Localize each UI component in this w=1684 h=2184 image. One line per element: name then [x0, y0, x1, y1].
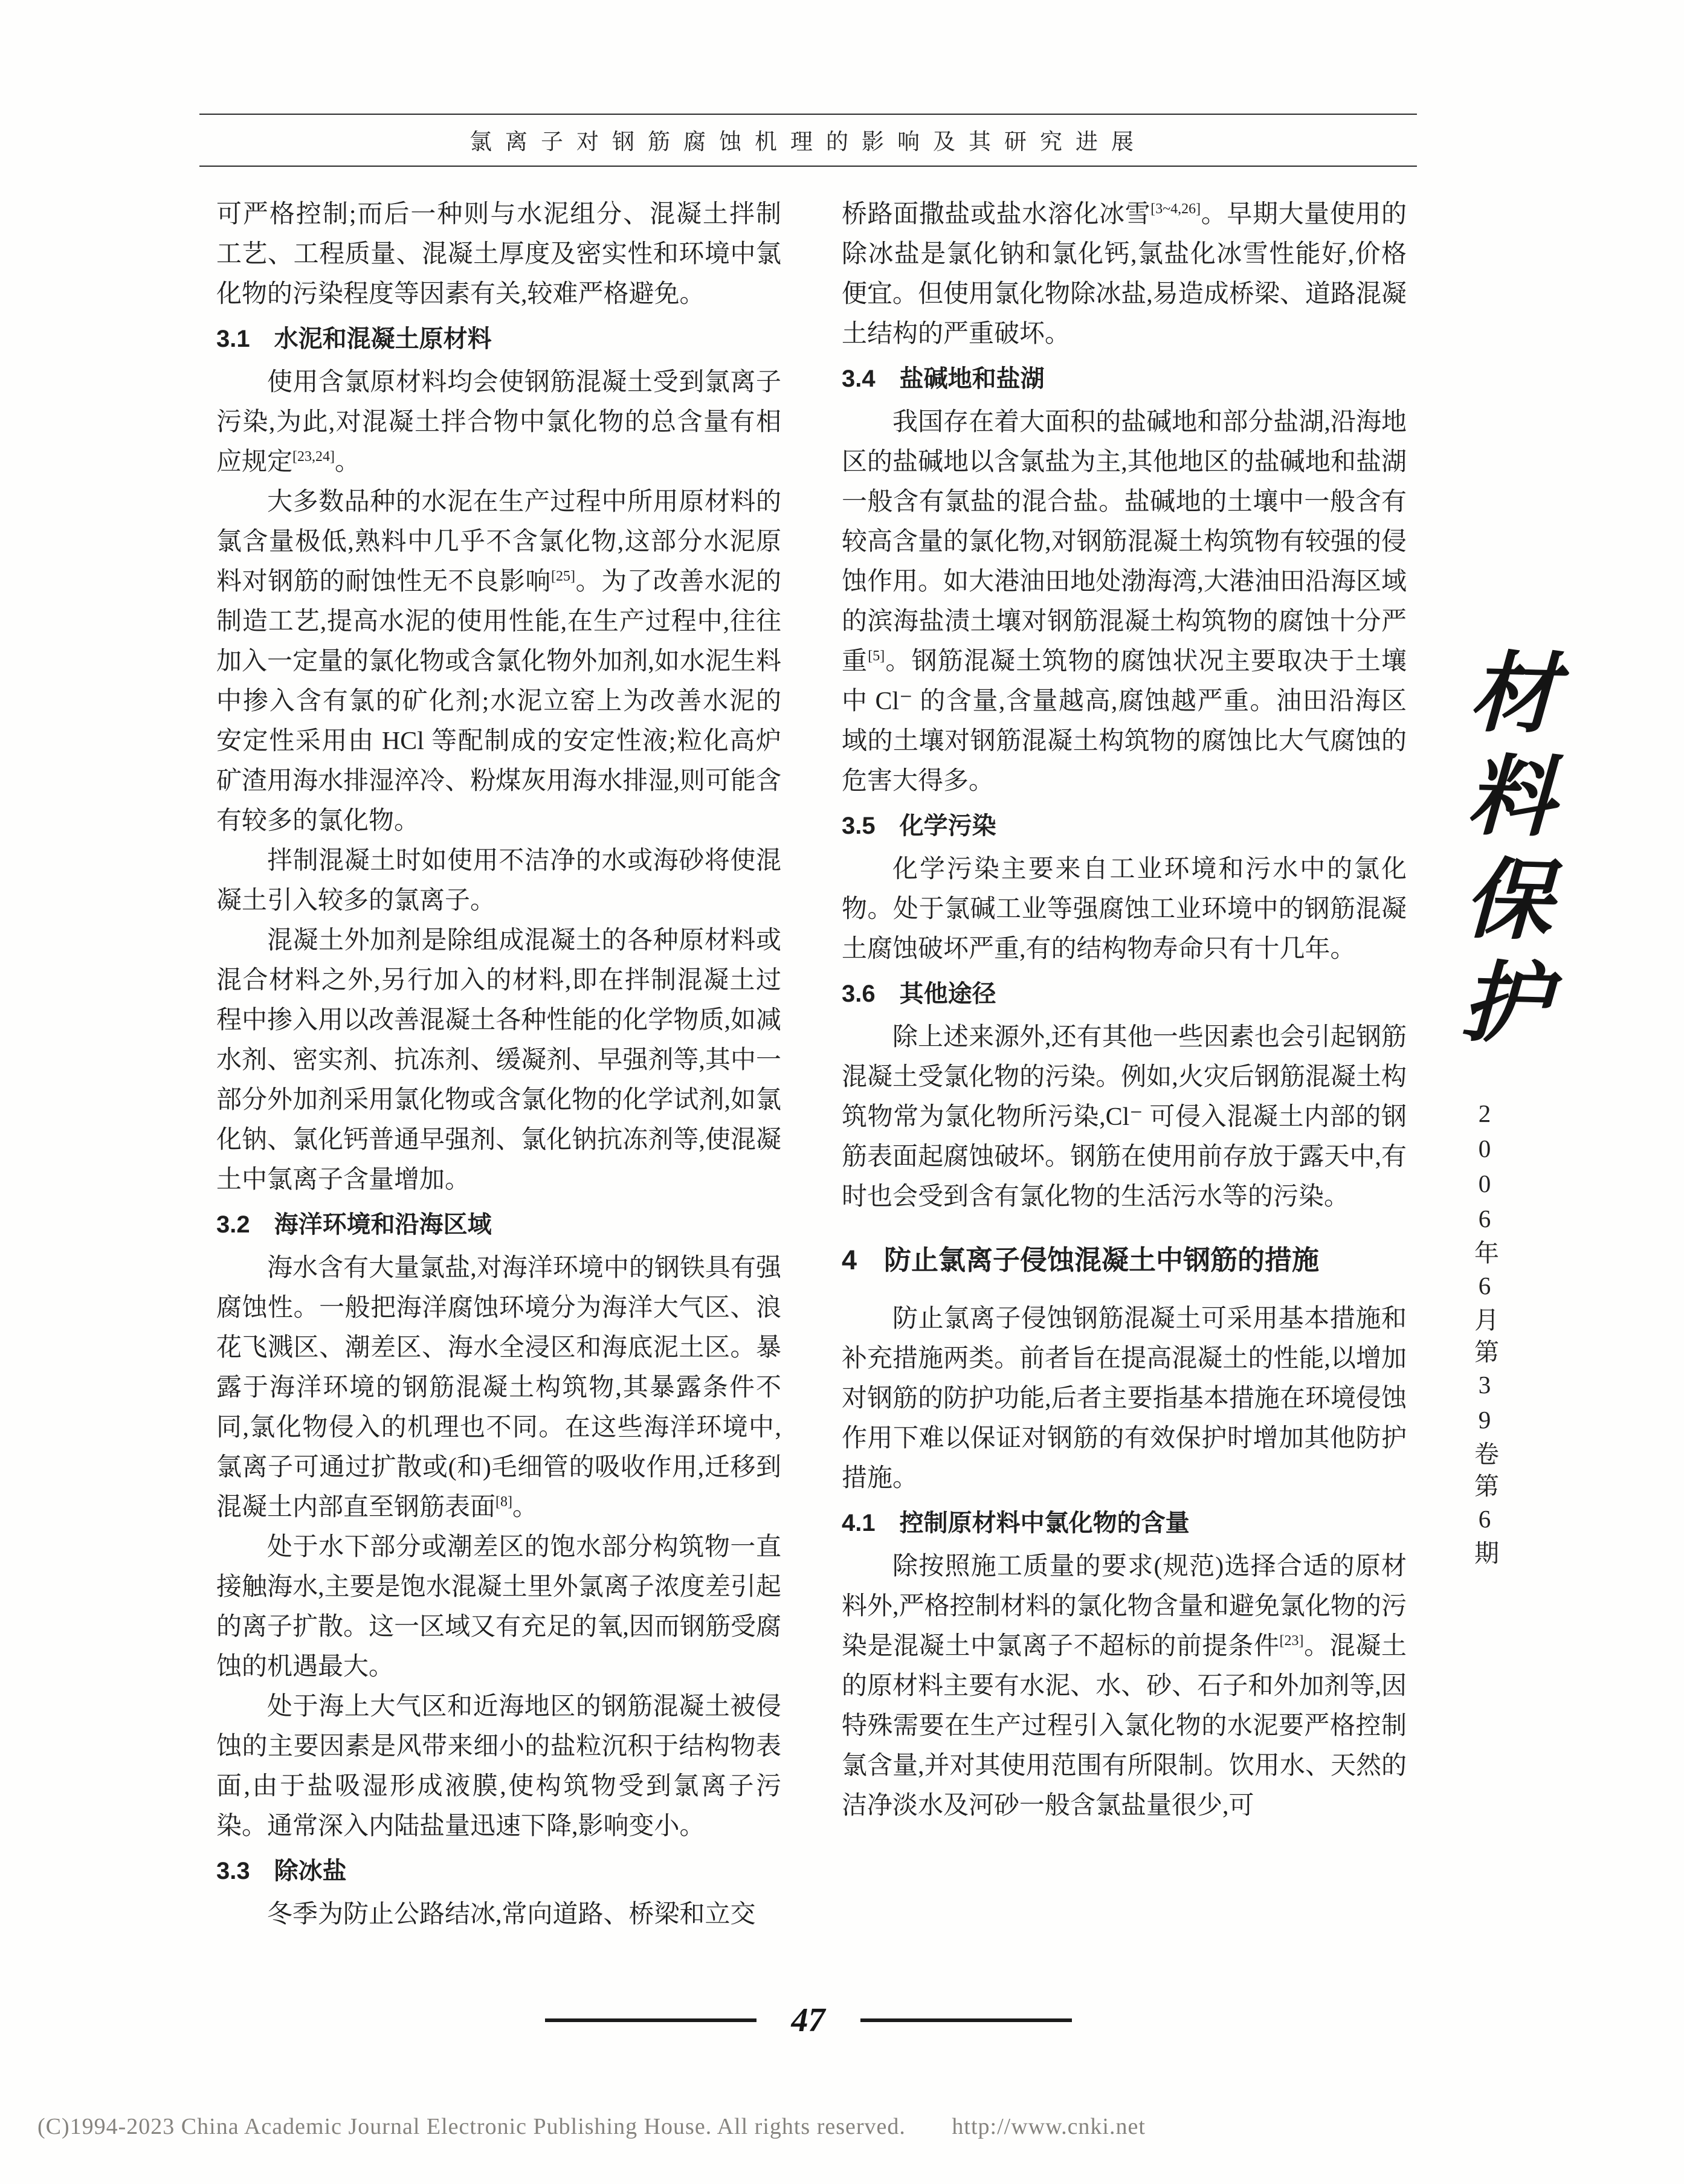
header-rule-bottom — [199, 166, 1417, 167]
section-heading: 3.5 化学污染 — [842, 813, 996, 839]
paragraph: 拌制混凝土时如使用不洁净的水或海砂将使混凝土引入较多的氯离子。 — [216, 847, 781, 915]
paragraph: 海水含有大量氯盐,对海洋环境中的钢铁具有强腐蚀性。一般把海洋腐蚀环境分为海洋大气区、浪花飞溅区、潮差区、海水全浸区和海底泥土区。暴露于海洋环境的钢筋混凝土构筑物,其暴露条件不同,氯化物侵入的机理也不同。在这些海洋环境中,氯离子可通过扩散或(和)毛细管的吸收作用,迁移到混凝土内部直至钢筋表面[8]。 — [216, 1254, 781, 1521]
page-header — [199, 114, 1417, 167]
paragraph: 化学污染主要来自工业环境和污水中的氯化物。处于氯碱工业等强腐蚀工业环境中的钢筋混凝土腐蚀破坏严重,有的结构物寿命只有十几年。 — [842, 855, 1407, 963]
paragraph: 我国存在着大面积的盐碱地和部分盐湖,沿海地区的盐碱地以含氯盐为主,其他地区的盐碱地和盐湖一般含有氯盐的混合盐。盐碱地的土壤中一般含有较高含量的氯化物,对钢筋混凝土构筑物有较强的侵蚀作用。如大港油田地处渤海湾,大港油田沿海区域的滨海盐渍土壤对钢筋混凝土构筑物的腐蚀十分严重[5]。钢筋混凝土筑物的腐蚀状况主要取决于土壤中 Cl⁻ 的含量,含量越高,腐蚀越严重。油田沿海区域的土壤对钢筋混凝土构筑物的腐蚀比大气腐蚀的危害大得多。 — [842, 408, 1407, 795]
cnki-url: http://www.cnki.net — [952, 2114, 1146, 2139]
paragraph: 大多数品种的水泥在生产过程中所用原材料的氯含量极低,熟料中几乎不含氯化物,这部分水泥原料对钢筋的耐蚀性无不良影响[25]。为了改善水泥的制造工艺,提高水泥的使用性能,在生产过程中,往往加入一定量的氯化物或含氯化物外加剂,如水泥生料中掺入含有氯的矿化剂;水泥立窑上为改善水泥的安定性采用由 HCl 等配制成的安定性液;粒化高炉矿渣用海水排湿淬冷、粉煤灰用海水排湿,则可能含有较多的氯化物。 — [216, 488, 781, 835]
paragraph: 除按照施工质量的要求(规范)选择合适的原材料外,严格控制材料的氯化物含量和避免氯化物的污染是混凝土中氯离子不超标的前提条件[23]。混凝土的原材料主要有水泥、水、砂、石子和外加剂等,因特殊需要在生产过程引入氯化物的水泥要严格控制氯含量,并对其使用范围有所限制。饮用水、天然的洁净淡水及河砂一般含氯盐量很少,可 — [842, 1553, 1407, 1820]
article-body — [216, 195, 1407, 1934]
paragraph: 混凝土外加剂是除组成混凝土的各种原材料或混合材料之外,另行加入的材料,即在拌制混凝土过程中掺入用以改善混凝土各种性能的化学物质,如减水剂、密实剂、抗冻剂、缓凝剂、早强剂等,其中一部分外加剂采用氯化物或含氯化物的化学试剂,如氯化钠、氯化钙普通早强剂、氯化钠抗冻剂等,使混凝土中氯离子含量增加。 — [216, 927, 781, 1194]
copyright-text: (C)1994-2023 China Academic Journal Electronic Publishing House. All rights reserved. — [37, 2114, 906, 2139]
paragraph: 可严格控制;而后一种则与水泥组分、混凝土拌制工艺、工程质量、混凝土厚度及密实性和环境中氯化物的污染程度等因素有关,较难严格避免。 — [216, 201, 781, 308]
section-heading: 3.6 其他途径 — [842, 981, 996, 1007]
paragraph: 使用含氯原材料均会使钢筋混凝土受到氯离子污染,为此,对混凝土拌合物中氯化物的总含量有相应规定[23,24]。 — [216, 369, 781, 476]
paragraph: 防止氯离子侵蚀钢筋混凝土可采用基本措施和补充措施两类。前者旨在提高混凝土的性能,以增加对钢筋的防护功能,后者主要指基本措施在环境侵蚀作用下难以保证对钢筋的有效保护时增加其他防护措施。 — [842, 1305, 1407, 1492]
paragraph: 桥路面撒盐或盐水溶化冰雪[3~4,26]。早期大量使用的除冰盐是氯化钠和氯化钙,氯盐化冰雪性能好,价格便宜。但使用氯化物除冰盐,易造成桥梁、道路混凝土结构的严重破坏。 — [842, 201, 1407, 348]
page-number: 47 — [791, 2002, 825, 2039]
journal-title-calligraphy: 材料保护 — [1445, 645, 1559, 1061]
copyright-footer — [37, 2113, 1146, 2140]
section-heading: 3.4 盐碱地和盐湖 — [842, 366, 1045, 392]
paragraph: 处于海上大气区和近海地区的钢筋混凝土被侵蚀的主要因素是风带来细小的盐粒沉积于结构物表面,由于盐吸湿形成液膜,使构筑物受到氯离子污染。通常深入内陆盐量迅速下降,影响变小。 — [216, 1693, 781, 1840]
section-heading: 3.2 海洋环境和沿海区域 — [216, 1211, 492, 1238]
right-column — [842, 195, 1407, 1934]
section-heading: 3.3 除冰盐 — [216, 1858, 347, 1884]
section-heading: 4 防止氯离子侵蚀混凝土中钢筋的措施 — [842, 1245, 1320, 1275]
page-number-rule-right — [860, 2018, 1072, 2022]
paragraph: 除上述来源外,还有其他一些因素也会引起钢筋混凝土受氯化物的污染。例如,火灾后钢筋混凝土构筑物常为氯化物所污染,Cl⁻ 可侵入混凝土内部的钢筋表面起腐蚀破坏。钢筋在使用前存放于露天中,有时也会受到含有氯化物的生活污水等的污染。 — [842, 1023, 1407, 1211]
page-number-rule-left — [545, 2018, 757, 2022]
page-number-row — [199, 2001, 1417, 2040]
running-title: 氯离子对钢筋腐蚀机理的影响及其研究进展 — [469, 130, 1147, 155]
paragraph: 处于水下部分或潮差区的饱水部分构筑物一直接触海水,主要是饱水混凝土里外氯离子浓度差引起的离子扩散。这一区域又有充足的氧,因而钢筋受腐蚀的机遇最大。 — [216, 1533, 781, 1681]
section-heading: 3.1 水泥和混凝土原材料 — [216, 326, 492, 352]
paragraph: 冬季为防止公路结冰,常向道路、桥梁和立交 — [267, 1901, 756, 1928]
left-column — [216, 195, 781, 1934]
journal-issue-info: 2006年6月第39卷第6期 — [1471, 1100, 1499, 1572]
section-heading: 4.1 控制原材料中氯化物的含量 — [842, 1510, 1190, 1536]
